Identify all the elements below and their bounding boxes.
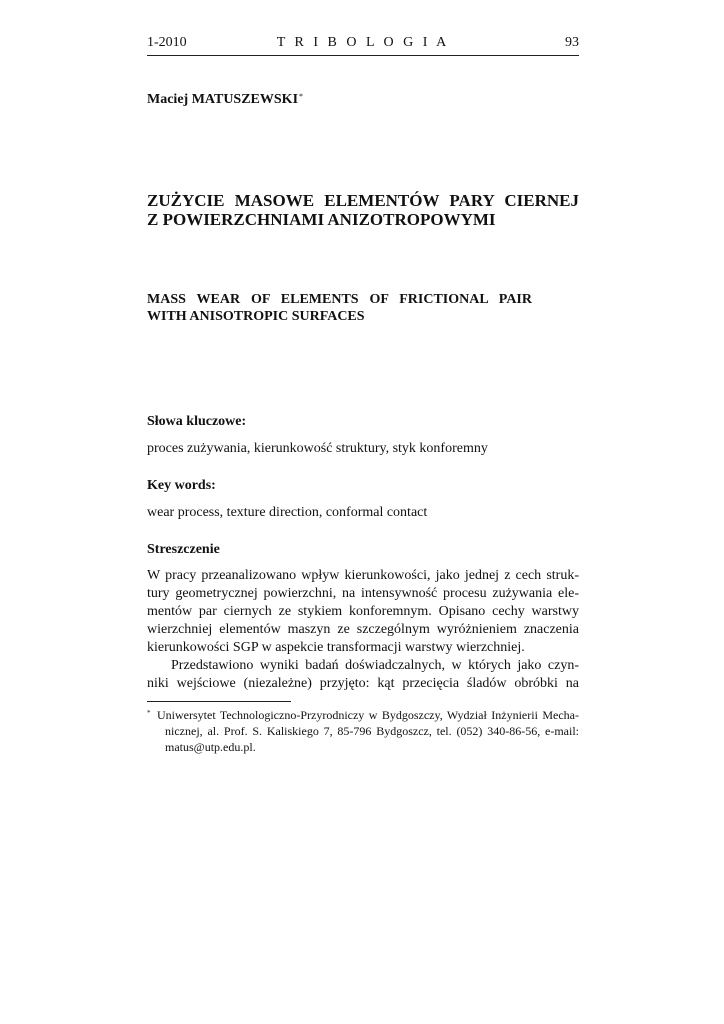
abstract-line: Przedstawiono wyniki badań doświadczalnych, w których jako czyn- <box>171 658 579 673</box>
abstract-line: kierunkowości SGP w aspekcie transformacji warstwy wierzchniej. <box>147 640 525 655</box>
author <box>147 91 303 109</box>
abstract-line: niki wejściowe (niezależne) przyjęto: kąt przecięcia śladów obróbki na <box>147 676 579 691</box>
issue-number: 1-2010 <box>147 35 187 50</box>
abstract-line: W pracy przeanalizowano wpływ kierunkowości, jako jednej z cech struk- <box>147 568 579 583</box>
footnote-line: nicznej, al. Prof. S. Kaliskiego 7, 85-796 Bydgoszcz, tel. (052) 340-86-56, e-mail: <box>165 724 579 738</box>
keywords-polish-text: proces zużywania, kierunkowość struktury, styk konforemny <box>147 441 488 456</box>
keywords-english-text: wear process, texture direction, conformal contact <box>147 505 428 520</box>
keywords-polish-heading: Słowa kluczowe: <box>147 414 247 429</box>
abstract-line: wierzchniej elementów maszyn ze szczególnym wyróżnieniem znaczenia <box>147 622 579 637</box>
author-footnote-mark: * <box>299 92 304 101</box>
abstract-heading: Streszczenie <box>147 542 220 557</box>
title-english-line-1: MASS WEAR OF ELEMENTS OF FRICTIONAL PAIR <box>147 292 532 307</box>
footnote-line: matus@utp.edu.pl. <box>165 740 256 754</box>
footnote <box>147 707 579 755</box>
title-polish <box>147 191 579 229</box>
keywords-english-heading: Key words: <box>147 478 216 493</box>
page-number: 93 <box>565 35 579 50</box>
author-name: Maciej MATUSZEWSKI <box>147 92 299 107</box>
title-polish-line-2: Z POWIERZCHNIAMI ANIZOTROPOWYMI <box>147 210 496 229</box>
footnote-mark: * <box>147 709 151 717</box>
abstract-line: tury geometrycznej powierzchni, na intensywność procesu zużywania ele- <box>147 586 579 601</box>
header-rule <box>147 55 579 56</box>
footnote-rule <box>147 701 291 702</box>
abstract-body <box>147 567 579 693</box>
journal-name: T R I B O L O G I A <box>276 35 450 50</box>
title-polish-line-1: ZUŻYCIE MASOWE ELEMENTÓW PARY CIERNEJ <box>147 191 579 210</box>
title-english <box>147 291 532 325</box>
footnote-line: Uniwersytet Technologiczno-Przyrodniczy w Bydgoszczy, Wydział Inżynierii Mecha- <box>157 708 579 722</box>
abstract-line: mentów par ciernych ze stykiem konforemnym. Opisano cechy warstwy <box>147 604 579 619</box>
running-header <box>147 35 579 55</box>
title-english-line-2: WITH ANISOTROPIC SURFACES <box>147 309 365 324</box>
